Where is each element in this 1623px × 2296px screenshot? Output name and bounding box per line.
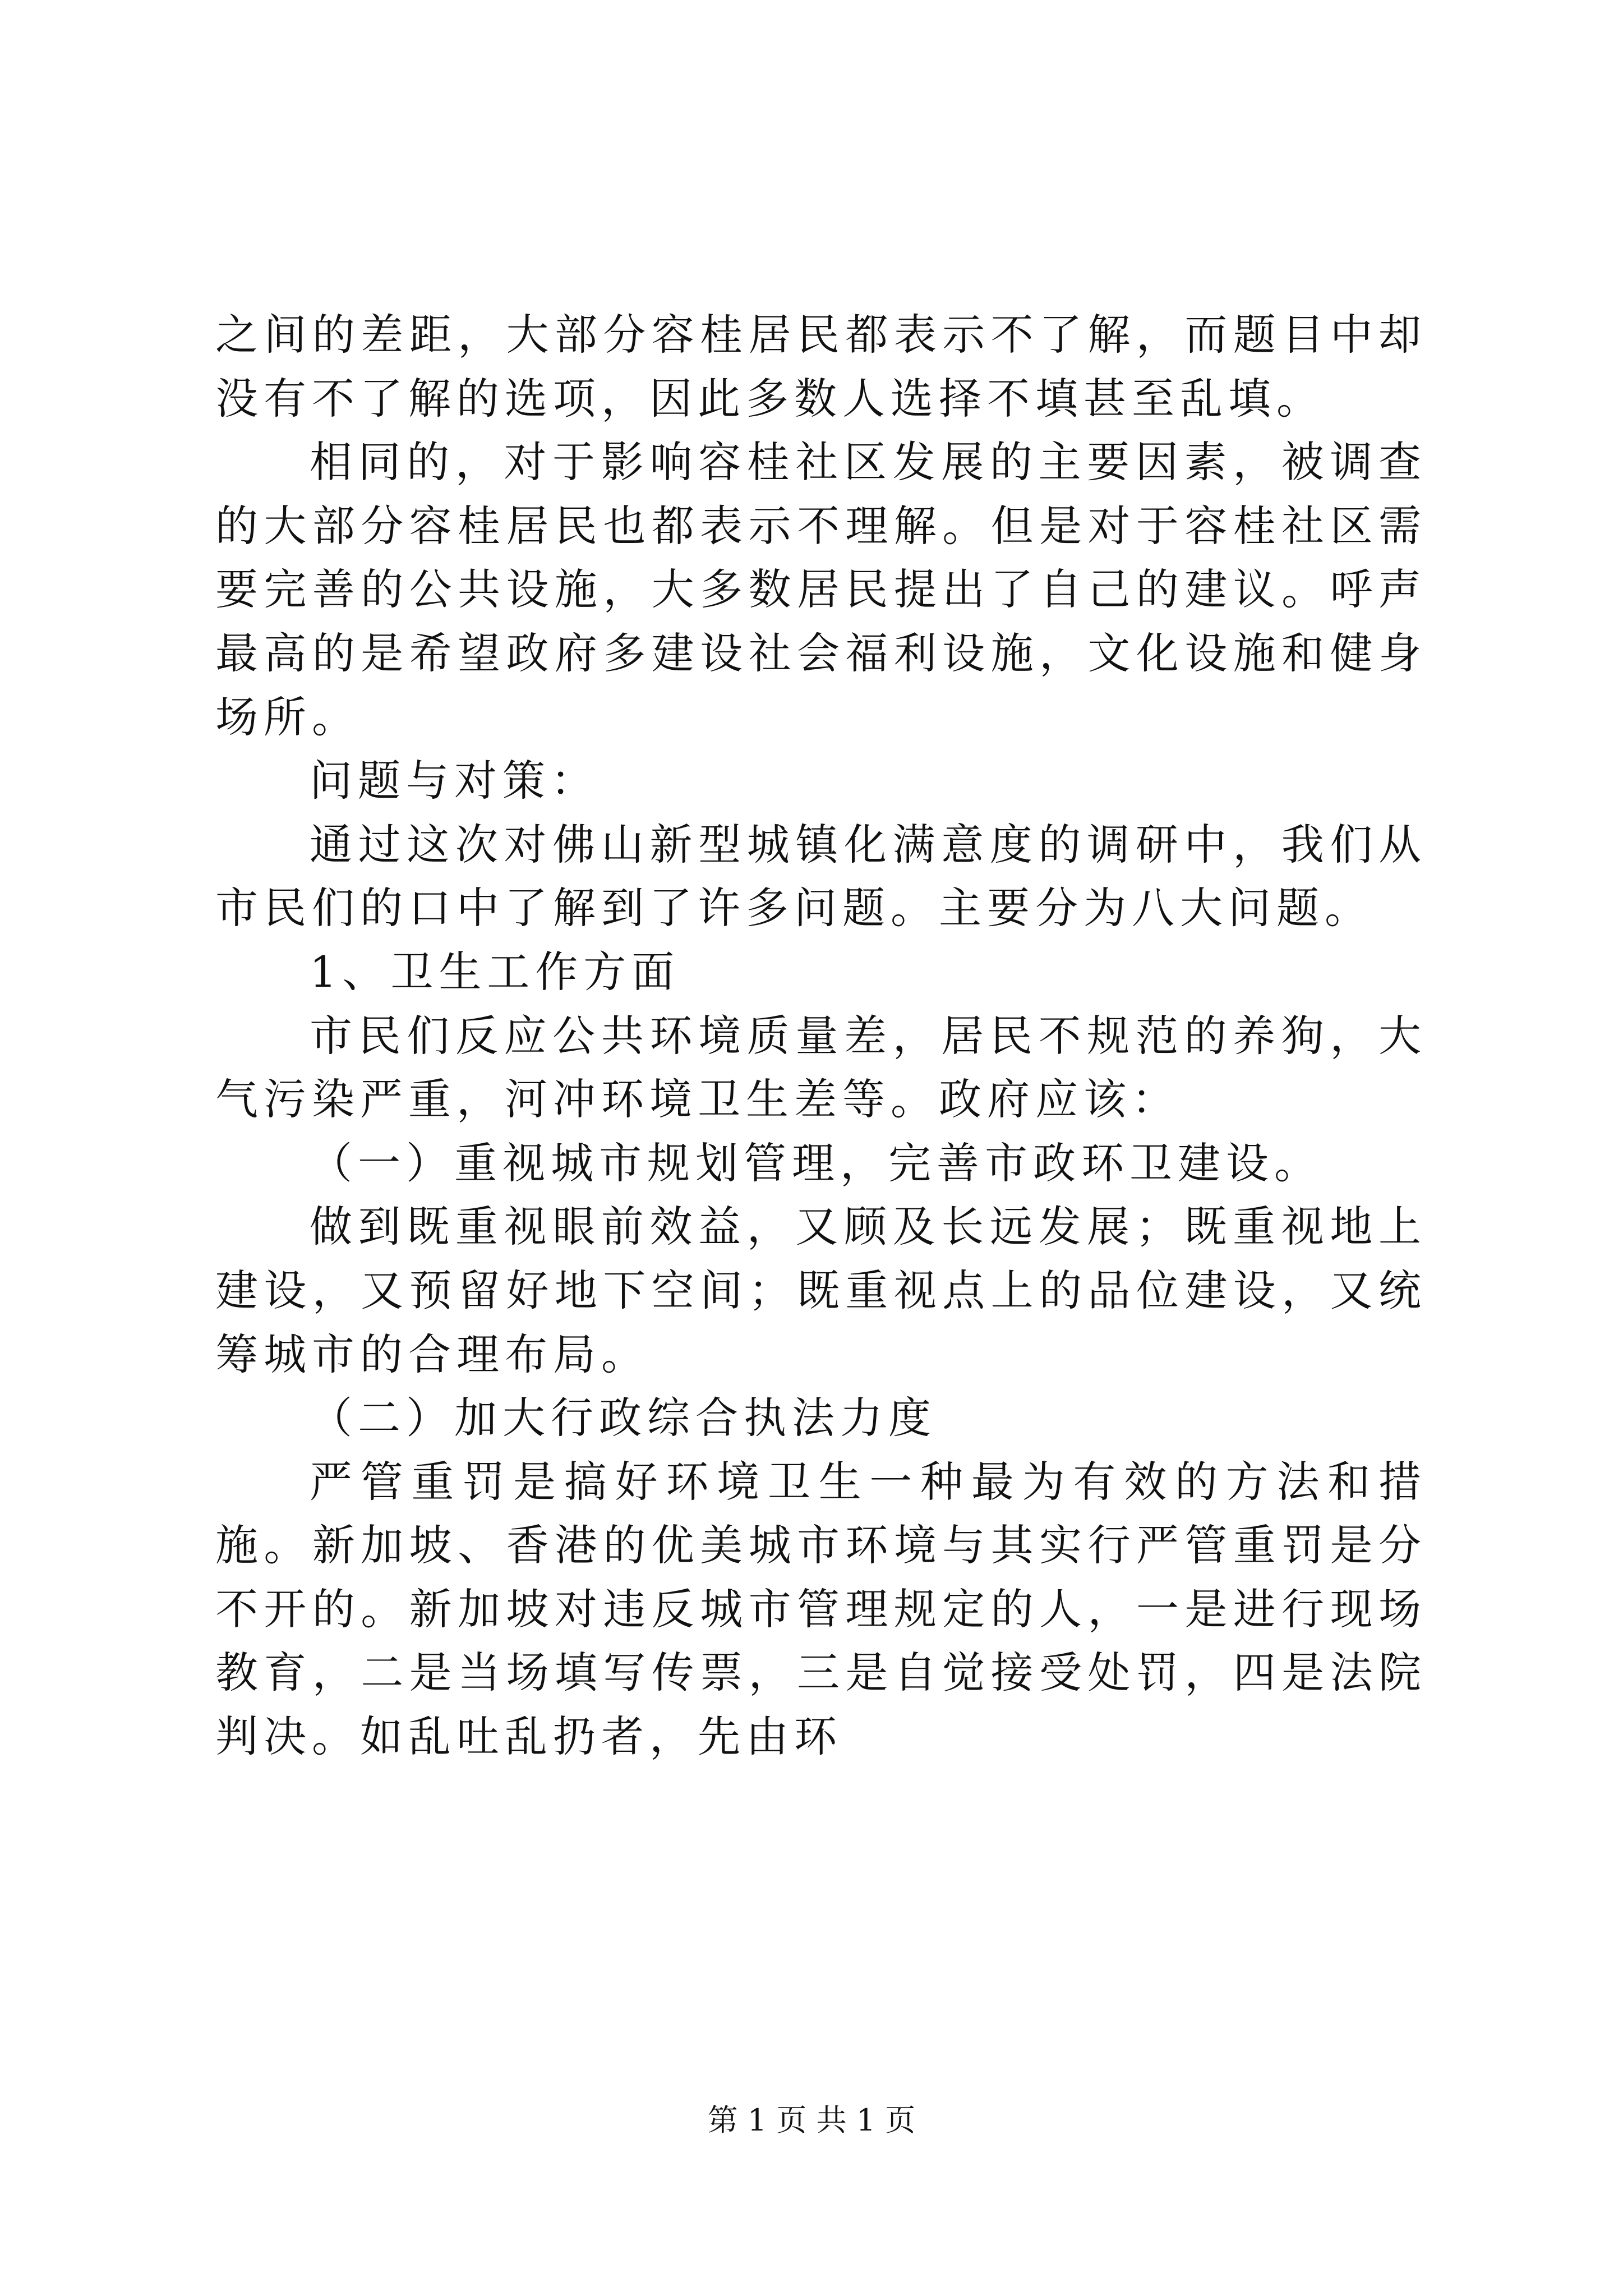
subheading-item-1: （一）重视城市规划管理，完善市政环卫建设。 <box>310 1138 1322 1188</box>
paragraph-3: 通过这次对佛山新型城镇化满意度的调研中，我们从市民们的口中了解到了许多问题。主要分为八大问题。 <box>215 819 1427 933</box>
subheading-item-2: （二）加大行政综合执法力度 <box>310 1393 937 1443</box>
paragraph-2: 相同的，对于影响容桂社区发展的主要因素，被调查的大部分容桂居民也都表示不理解。但是对于容桂社区需要完善的公共设施，大多数居民提出了自己的建议。呼声最高的是希望政府多建设社会福利设施，文化设施和健身场所。 <box>215 437 1427 742</box>
paragraph-4: 市民们反应公共环境质量差，居民不规范的养狗，大气污染严重，河冲环境卫生差等。政府应该： <box>215 1010 1427 1125</box>
paragraph-5: 做到既重视眼前效益，又顾及长远发展；既重视地上建设，又预留好地下空间；既重视点上的品位建设，又统筹城市的合理布局。 <box>215 1202 1427 1379</box>
subheading-sanitation: 1、卫生工作方面 <box>310 946 680 997</box>
document-body <box>215 303 1427 1769</box>
paragraph-1: 之间的差距，大部分容桂居民都表示不了解，而题目中却没有不了解的选项，因此多数人选择不填甚至乱填。 <box>215 310 1427 424</box>
paragraph-6: 严管重罚是搞好环境卫生一种最为有效的方法和措施。新加坡、香港的优美城市环境与其实行严管重罚是分不开的。新加坡对违反城市管理规定的人，一是进行现场教育，二是当场填写传票，三是自觉接受处罚，四是法院判决。如乱吐乱扔者，先由环 <box>215 1456 1427 1762</box>
page-footer: 第 1 页 共 1 页 <box>707 2102 916 2138</box>
section-heading-problems: 问题与对策： <box>310 756 599 806</box>
